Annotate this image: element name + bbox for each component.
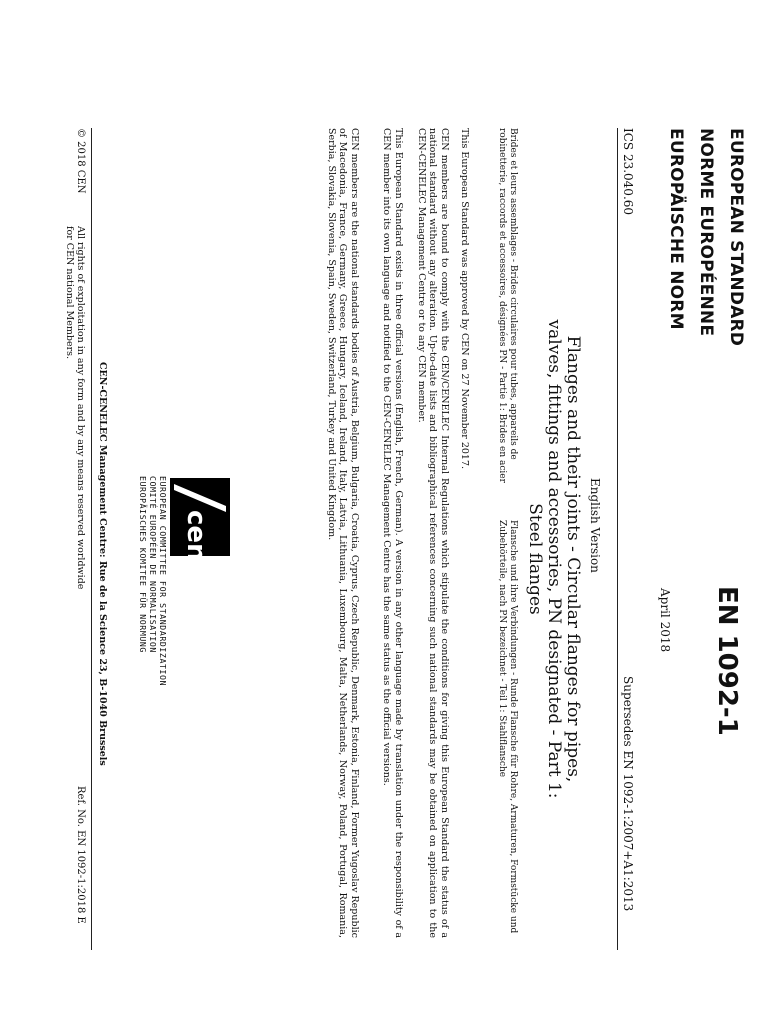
footer-divider	[91, 128, 92, 950]
header-europaische-norm: EUROPÄISCHE NORM	[666, 128, 686, 330]
cen-logo-text: cen	[181, 510, 211, 556]
committee-name-fr: COMITÉ EUROPÉEN DE NORMALISATION	[148, 476, 158, 653]
standard-number: EN 1092-1	[712, 586, 742, 736]
rights-notice: All rights of exploitation in any form and by any means reserved worldwide for CEN national Members.	[64, 226, 86, 590]
header-divider	[617, 128, 618, 950]
official-versions-paragraph: This European Standard exists in three official versions (English, French, German). A version in any other language made by translation under the responsibility of a CEN member into its own language and notified to the CEN-CENELEC Management Centre has the same status as the official versions.	[381, 128, 404, 938]
cen-logo	[170, 478, 230, 556]
version-label: English Version	[588, 478, 602, 573]
committee-name-en: EUROPEAN COMMITTEE FOR STANDARDIZATION	[158, 476, 168, 687]
management-centre-address: CEN-CENELEC Management Centre: Rue de la Science 23, B-1040 Brussels	[97, 362, 108, 766]
approval-statement: This European Standard was approved by CEN on 27 November 2017.	[459, 128, 470, 470]
cen-logo-mark	[170, 478, 230, 556]
supersedes-note: Supersedes EN 1092-1:2007+A1:2013	[621, 676, 635, 912]
german-title: Flansche und ihre Verbindungen - Runde Flansche für Rohre, Armaturen, Formstücke und Zubehörteile, nach PN bezeichnet - Teil 1: Stahlflansche	[497, 520, 518, 934]
header-european-standard: EUROPEAN STANDARD	[726, 128, 746, 347]
reference-number: Ref. No. EN 1092-1:2018 E	[75, 786, 86, 924]
committee-names	[138, 476, 168, 736]
member-countries-paragraph: CEN members are the national standards bodies of Austria, Belgium, Bulgaria, Croatia, Cyprus, Czech Republic, Denmark, Estonia, Finland, Former Yugoslav Republic of Macedonia, France, Germany, Greece, Hungary, Iceland, Ireland, Italy, Latvia, Lithuania, Luxembourg, Malta, Netherlands, Norway, Poland, Portugal, Romania, Serbia, Slovakia, Slovenia, Spain, Sweden, Switzerland, Turkey and United Kingdom.	[326, 128, 360, 938]
committee-name-de: EUROPÄISCHES KOMITEE FÜR NORMUNG	[138, 476, 148, 653]
french-title: Brides et leurs assemblages - Brides circulaires pour tubes, appareils de robinetterie, raccords et accessoires, désignées PN - Partie 1: Brides en acier	[497, 128, 518, 483]
ics-code: ICS 23.040.60	[621, 128, 635, 216]
document-title: Flanges and their joints - Circular flanges for pipes, valves, fittings and accessories, PN designated - Part 1: Steel flanges	[525, 319, 583, 799]
header-norme-europeenne: NORME EUROPÉENNE	[696, 128, 716, 337]
copyright-notice: © 2018 CEN	[75, 128, 86, 194]
obligations-paragraph: CEN members are bound to comply with the CEN/CENELEC Internal Regulations which stipulate the conditions for giving this European Standard the status of a national standard without any alteration. Up-to-date lists and bibliographical references concerning such national standards may be obtained on application to the CEN-CENELEC Management Centre or to any CEN member.	[416, 128, 450, 938]
publication-date: April 2018	[658, 588, 672, 653]
